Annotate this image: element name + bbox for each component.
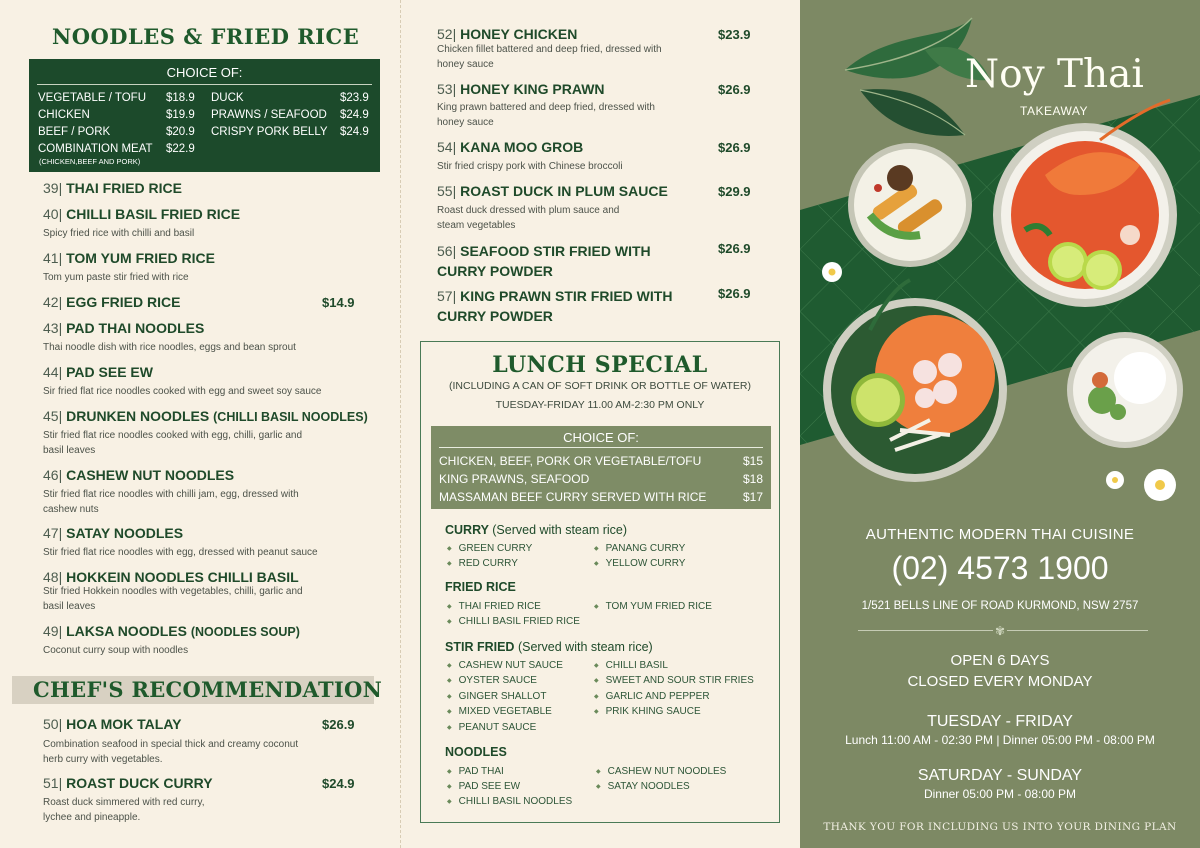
item-number: 39| [43,180,63,196]
spring-roll-plate [848,143,972,267]
item-price: $29.9 [718,184,751,199]
lunch-choice-row [439,454,763,468]
item-price: $26.9 [322,717,355,732]
lunch-special-title: LUNCH SPECIAL [492,352,708,378]
choice-label: BEEF / PORK [38,126,111,138]
list-item: ◆ CASHEW NUT SAUCE [447,660,563,671]
item-number: 41| [43,250,63,266]
lunch-special-box [420,341,780,823]
item-subtitle: (NOODLES SOUP) [190,625,300,639]
choice-price: $22.9 [166,143,195,155]
item-description: Sir fried flat rice noodles cooked with egg and sweet soy sauce [43,386,322,397]
item-description: Roast duck dressed with plum sauce and steam vegetables [437,205,620,231]
item-name: EGG FRIED RICE [66,294,181,310]
item-name: CASHEW NUT NOODLES [66,467,235,483]
item-number: 42| [43,294,63,310]
list-item: ◆ SWEET AND SOUR STIR FRIES [594,675,754,686]
phone-number[interactable]: (02) 4573 1900 [891,550,1109,586]
menu-item-title [437,139,583,155]
item-number: 49| [43,623,63,639]
category-title: NOODLES [445,745,507,759]
weekend-title: SATURDAY - SUNDAY [917,767,1083,784]
list-item: ◆ CASHEW NUT NOODLES [596,766,726,777]
ornament-icon: ✾ [994,624,1006,638]
choice-price: $24.9 [340,126,369,138]
menu-item-title [43,180,182,196]
item-price: $26.9 [718,241,751,256]
item-description: Combination seafood in special thick and creamy coconut herb curry with vegetables. [43,739,299,765]
list-item: ◆ RED CURRY [447,558,518,569]
item-number: 51| [43,775,63,791]
menu-item-title [43,320,204,336]
item-number: 52| [437,26,457,42]
menu-item-title [43,775,213,791]
list-item: ◆ PEANUT SAUCE [447,722,536,733]
menu-item-title [43,408,368,424]
menu-item-title [437,26,577,42]
choice-box [29,59,380,172]
item-name: HOKKEIN NOODLES CHILLI BASIL [66,569,299,585]
list-item: ◆ CHILLI BASIL NOODLES [447,796,572,807]
menu-item-title [43,364,153,380]
choice-divider [439,447,763,448]
column-divider [400,0,401,848]
lunch-special-hours: TUESDAY-FRIDAY 11.00 AM-2:30 PM ONLY [495,399,705,411]
brand-name: Noy Thai [965,52,1144,97]
menu-item-title [43,623,300,639]
item-subtitle: (CHILLI BASIL NOODLES) [213,410,368,424]
category-curry [445,523,627,537]
item-price: $26.9 [718,286,751,301]
noodles-fried-rice-column [0,0,400,848]
item-description: Stir fried crispy pork with Chinese broccoli [437,161,623,172]
choice-label: DUCK [211,92,244,104]
item-price: $14.9 [322,295,355,310]
item-number: 55| [437,183,457,199]
item-name: SEAFOOD STIR FRIED WITH [460,243,651,259]
lunch-choice-label: CHICKEN, BEEF, PORK OR VEGETABLE/TOFU [439,454,702,468]
menu-item-title [43,569,299,585]
brand-takeaway: TAKEAWAY [1020,104,1089,118]
item-price: $24.9 [322,776,355,791]
open-days: OPEN 6 DAYS [950,652,1050,669]
list-item: ◆ PAD THAI [447,766,504,777]
item-name: HONEY CHICKEN [460,26,578,42]
item-name: KANA MOO GROB [460,139,584,155]
item-name: PAD SEE EW [66,364,153,380]
chef-recommendation-title: CHEF'S RECOMMENDATION [33,677,383,702]
section-title-noodles: NOODLES & FRIED RICE [52,24,360,49]
menu-item-title [43,467,234,483]
choice-label: VEGETABLE / TOFU [38,92,147,104]
lunch-choice-box [431,426,771,509]
list-item: ◆ PANANG CURRY [594,543,685,554]
item-name: DRUNKEN NOODLES [66,408,210,424]
item-description: Stir fried flat rice noodles cooked with egg, chilli, garlic and basil leaves [43,430,303,456]
item-description: Stir fried flat rice noodles with egg, dressed with peanut sauce [43,547,318,558]
item-number: 54| [437,139,457,155]
category-stir-fried [445,640,653,654]
list-item: ◆ TOM YUM FRIED RICE [594,601,712,612]
lunch-choice-price: $15 [742,454,763,468]
list-item: ◆ CHILLI BASIL FRIED RICE [447,616,580,627]
closed-days: CLOSED EVERY MONDAY [907,673,1093,690]
item-number: 45| [43,408,63,424]
weekday-hours: Lunch 11:00 AM - 02:30 PM | Dinner 05:00 PM - 08:00 PM [845,733,1155,747]
choice-label: COMBINATION MEAT [38,143,153,155]
item-name: CHILLI BASIL FRIED RICE [66,206,241,222]
weekend-hours: Dinner 05:00 PM - 08:00 PM [923,787,1077,801]
menu-item-title [43,294,180,310]
item-number: 53| [437,81,457,97]
item-name: THAI FRIED RICE [66,180,182,196]
choice-price: $18.9 [166,92,195,104]
item-name: PAD THAI NOODLES [66,320,205,336]
category-title: FRIED RICE [445,580,516,594]
list-item: ◆ MIXED VEGETABLE [447,706,552,717]
rice-plate [1067,332,1183,448]
item-name: HOA MOK TALAY [66,716,182,732]
lunch-choice-price: $17 [742,490,763,504]
item-number: 46| [43,467,63,483]
item-name: HONEY KING PRAWN [460,81,605,97]
item-number: 44| [43,364,63,380]
menu-item-title [43,250,215,266]
item-name-line2: CURRY POWDER [437,308,553,324]
item-description: Stir fried Hokkein noodles with vegetables, chilli, garlic and basil leaves [43,586,303,612]
choice-header: CHOICE OF: [166,65,243,80]
item-price: $26.9 [718,82,751,97]
item-number: 43| [43,320,63,336]
list-item: ◆ PRIK KHING SAUCE [594,706,701,717]
item-name: ROAST DUCK IN PLUM SAUCE [460,183,668,199]
item-description: Coconut curry soup with noodles [43,645,189,656]
list-item: ◆ YELLOW CURRY [594,558,685,569]
choice-label: CRISPY PORK BELLY [211,126,328,138]
item-name-line2: CURRY POWDER [437,263,553,279]
choice-header: CHOICE OF: [563,430,639,445]
choice-label: CHICKEN [38,109,90,121]
list-item: ◆ SATAY NOODLES [596,781,690,792]
category-note: (Served with steam rice) [492,523,628,537]
list-item: ◆ GARLIC AND PEPPER [594,691,710,702]
brand-panel [800,0,1200,848]
menu-item-title [43,525,183,541]
list-item: ◆ PAD SEE EW [447,781,520,792]
item-description: Spicy fried rice with chilli and basil [43,228,195,239]
item-name: ROAST DUCK CURRY [66,775,213,791]
thank-you-note: THANK YOU FOR INCLUDING US INTO YOUR DINING PLAN [823,821,1177,833]
item-description: Thai noodle dish with rice noodles, eggs and bean sprout [43,342,296,353]
item-description: Tom yum paste stir fried with rice [43,272,189,283]
lunch-choice-price: $18 [742,472,763,486]
category-title: STIR FRIED [445,640,515,654]
menu-item-title [437,183,668,199]
lunch-special-subtitle: (INCLUDING A CAN OF SOFT DRINK OR BOTTLE OF WATER) [449,380,751,392]
menu-item-title [437,81,605,97]
item-number: 40| [43,206,63,222]
item-number: 48| [43,569,63,585]
weekday-title: TUESDAY - FRIDAY [927,713,1073,730]
list-item: ◆ CHILLI BASIL [594,660,668,671]
item-description: King prawn battered and deep fried, dressed with honey sauce [437,102,655,128]
lunch-choice-row [439,490,763,504]
lunch-choice-row [439,472,763,486]
item-price: $26.9 [718,140,751,155]
menu-item-title [43,716,181,732]
menu-item-title [43,206,240,222]
category-fried-rice [445,580,516,594]
lunch-choice-label: MASSAMAN BEEF CURRY SERVED WITH RICE [439,490,707,504]
menu-item-title [437,241,651,281]
choice-divider [37,84,372,85]
category-note: (Served with steam rice) [517,640,653,654]
item-name: TOM YUM FRIED RICE [66,250,215,266]
address: 1/521 BELLS LINE OF ROAD KURMOND, NSW 2757 [861,600,1139,612]
item-description: Roast duck simmered with red curry, lychee and pineapple. [43,797,205,823]
item-number: 47| [43,525,63,541]
choice-price: $23.9 [340,92,369,104]
choice-price: $24.9 [340,109,369,121]
list-item: ◆ THAI FRIED RICE [447,601,541,612]
item-description: Stir fried flat rice noodles with chilli jam, egg, dressed with cashew nuts [43,489,299,515]
choice-note: (CHICKEN,BEEF AND PORK) [39,157,141,166]
category-title: CURRY [445,523,489,537]
choice-price: $19.9 [166,109,195,121]
tagline: AUTHENTIC MODERN THAI CUISINE [865,526,1135,543]
list-item: ◆ GREEN CURRY [447,543,532,554]
item-number: 56| [437,243,457,259]
menu-item-title [437,286,672,326]
list-item: ◆ OYSTER SAUCE [447,675,537,686]
item-name: SATAY NOODLES [66,525,184,541]
choice-label: PRAWNS / SEAFOOD [211,109,327,121]
item-price: $23.9 [718,27,751,42]
item-number: 57| [437,288,457,304]
item-number: 50| [43,716,63,732]
category-noodles [445,745,507,759]
choice-price: $20.9 [166,126,195,138]
lunch-choice-label: KING PRAWNS, SEAFOOD [439,472,590,486]
item-name: LAKSA NOODLES [66,623,187,639]
item-description: Chicken fillet battered and deep fried, dressed with honey sauce [437,44,662,70]
item-name: KING PRAWN STIR FRIED WITH [460,288,673,304]
list-item: ◆ GINGER SHALLOT [447,691,546,702]
